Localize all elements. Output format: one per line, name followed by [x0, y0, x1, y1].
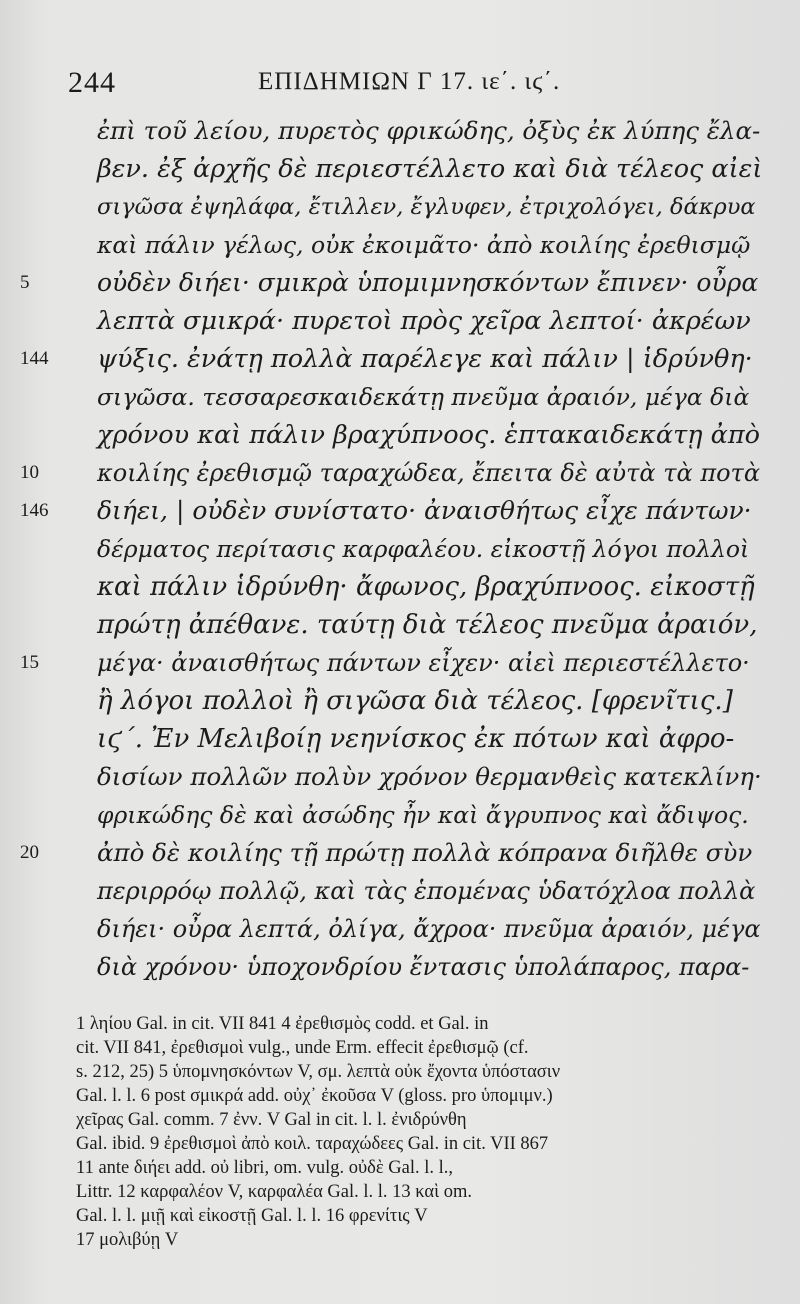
text-line	[0, 226, 800, 264]
footnote-text: cit. VII 841, ἐρεθισμοὶ vulg., unde Erm. effecit ἐρεθισμῷ (cf.	[76, 1038, 529, 1058]
page-header	[68, 66, 768, 102]
line-text: μέγα· ἀναισθήτως πάντων εἶχεν· αἰεὶ περιεστέλλετο·	[97, 649, 750, 677]
line-text: δέρματος περίτασις καρφαλέου. εἰκοστῇ λόγοι πολλοὶ	[97, 535, 750, 563]
line-text: καὶ πάλιν ἱδρύνθη· ἄφωνος, βραχύπνοος. εἰκοστῇ	[97, 572, 755, 602]
text-line	[0, 910, 800, 948]
footnote-text: 17 μολιβύῃ V	[76, 1230, 179, 1250]
line-text: χρόνου καὶ πάλιν βραχύπνοος. ἑπτακαιδεκάτῃ ἀπὸ	[97, 420, 760, 450]
footnote-line	[0, 1084, 800, 1108]
text-line	[0, 302, 800, 340]
footnote-line	[0, 1180, 800, 1204]
line-text: λεπτὰ σμικρά· πυρετοὶ πρὸς χεῖρα λεπτοί· ἀκρέων	[97, 306, 751, 336]
line-text: δισίων πολλῶν πολὺν χρόνον θερμανθεὶς κατεκλίνη·	[97, 762, 762, 791]
footnote-line	[0, 1156, 800, 1180]
footnote-text: 1 ληίου Gal. in cit. VII 841 4 ἐρεθισμὸς codd. et Gal. in	[76, 1014, 489, 1034]
line-text: διήει, | οὐδὲν συνίστατο· ἀναισθήτως εἶχε πάντων·	[97, 496, 752, 525]
line-text: σιγῶσα. τεσσαρεσκαιδεκάτῃ πνεῦμα ἀραιόν, μέγα διὰ	[97, 383, 750, 411]
footnote-text: Littr. 12 καρφαλέον V, καρφαλέα Gal. l. l. 13 καὶ om.	[76, 1182, 472, 1202]
text-line	[0, 188, 800, 226]
text-line	[0, 568, 800, 606]
line-text: ψύξις. ἐνάτῃ πολλὰ παρέλεγε καὶ πάλιν | ἱδρύνθη·	[97, 344, 753, 374]
text-line	[0, 378, 800, 416]
line-text: φρικώδης δὲ καὶ ἀσώδης ἦν καὶ ἄγρυπνος καὶ ἄδιψος.	[97, 801, 749, 829]
page-number: 244	[68, 66, 116, 99]
line-text: ιϛ΄. Ἐν Μελιβοίῃ νεηνίσκος ἐκ πότων καὶ ἀφρο-	[97, 724, 735, 754]
line-number: 144	[20, 348, 49, 369]
line-number: 5	[20, 272, 30, 293]
footnote-line	[0, 1228, 800, 1252]
footnote-text: χεῖρας Gal. comm. 7 ἐνν. V Gal in cit. l. l. ἐνιδρύνθη	[76, 1110, 467, 1130]
text-line	[0, 682, 800, 720]
line-text: ἢ λόγοι πολλοὶ ἢ σιγῶσα διὰ τέλεος. [φρενῖτις.]	[97, 686, 733, 716]
running-title: ΕΠΙΔΗΜΙΩΝ Γ 17. ιε΄. ιϛ΄.	[258, 68, 561, 95]
text-line	[0, 644, 800, 682]
text-line	[0, 606, 800, 644]
footnote-line	[0, 1108, 800, 1132]
footnote-line	[0, 1012, 800, 1036]
line-text: κοιλίης ἐρεθισμῷ ταραχώδεα, ἔπειτα δὲ αὐτὰ τὰ ποτὰ	[97, 459, 761, 487]
text-line	[0, 720, 800, 758]
text-line	[0, 340, 800, 378]
text-line	[0, 112, 800, 150]
text-line	[0, 454, 800, 492]
footnote-text: s. 212, 25) 5 ὑπομνησκόντων V, σμ. λεπτὰ οὐκ ἔχοντα ὑπόστασιν	[76, 1062, 561, 1082]
line-number: 146	[20, 500, 49, 521]
line-text: ἐπὶ τοῦ λείου, πυρετὸς φρικώδης, ὀξὺς ἐκ λύπης ἔλα-	[97, 116, 761, 145]
text-line	[0, 416, 800, 454]
line-number: 20	[20, 842, 39, 863]
text-line	[0, 492, 800, 530]
line-text: διὰ χρόνου· ὑποχονδρίου ἔντασις ὑπολάπαρος, παρα-	[97, 953, 750, 981]
line-number: 10	[20, 462, 39, 483]
text-line	[0, 264, 800, 302]
text-line	[0, 530, 800, 568]
footnote-line	[0, 1036, 800, 1060]
footnotes	[0, 1012, 800, 1252]
text-line	[0, 872, 800, 910]
footnote-text: Gal. ibid. 9 ἐρεθισμοὶ ἀπὸ κοιλ. ταραχώδεες Gal. in cit. VII 867	[76, 1134, 549, 1154]
footnote-line	[0, 1060, 800, 1084]
text-line	[0, 834, 800, 872]
line-number: 15	[20, 652, 39, 673]
footnote-line	[0, 1204, 800, 1228]
line-text: σιγῶσα ἐψηλάφα, ἔτιλλεν, ἔγλυφεν, ἐτριχολόγει, δάκρυα	[97, 194, 756, 220]
text-line	[0, 758, 800, 796]
line-text: ἀπὸ δὲ κοιλίης τῇ πρώτῃ πολλὰ κόπρανα διῆλθε σὺν	[97, 838, 753, 867]
line-text: περιρρόῳ πολλῷ, καὶ τὰς ἑπομένας ὑδατόχλοα πολλὰ	[97, 877, 756, 905]
line-text: διήει· οὖρα λεπτά, ὀλίγα, ἄχροα· πνεῦμα ἀραιόν, μέγα	[97, 915, 761, 943]
text-line	[0, 796, 800, 834]
text-line	[0, 948, 800, 986]
main-text	[0, 112, 800, 986]
footnote-text: Gal. l. l. μιῇ καὶ εἰκοστῇ Gal. l. l. 16 φρενίτις V	[76, 1206, 428, 1226]
footnote-text: Gal. l. l. 6 post σμικρά add. οὐχ᾿ ἐκοῦσα V (gloss. pro ὑπομιμν.)	[76, 1086, 553, 1106]
line-text: καὶ πάλιν γέλως, οὐκ ἐκοιμᾶτο· ἀπὸ κοιλίης ἐρεθισμῷ	[97, 231, 751, 259]
footnote-line	[0, 1132, 800, 1156]
line-text: πρώτῃ ἀπέθανε. ταύτῃ διὰ τέλεος πνεῦμα ἀραιόν,	[97, 610, 758, 640]
footnote-text: 11 ante διήει add. οὐ libri, om. vulg. οὐδὲ Gal. l. l.,	[76, 1158, 453, 1178]
text-line	[0, 150, 800, 188]
line-text: οὐδὲν διήει· σμικρὰ ὑπομιμνησκόντων ἔπινεν· οὖρα	[97, 268, 759, 297]
line-text: βεν. ἐξ ἀρχῆς δὲ περιεστέλλετο καὶ διὰ τέλεος αἰεὶ	[97, 154, 763, 184]
